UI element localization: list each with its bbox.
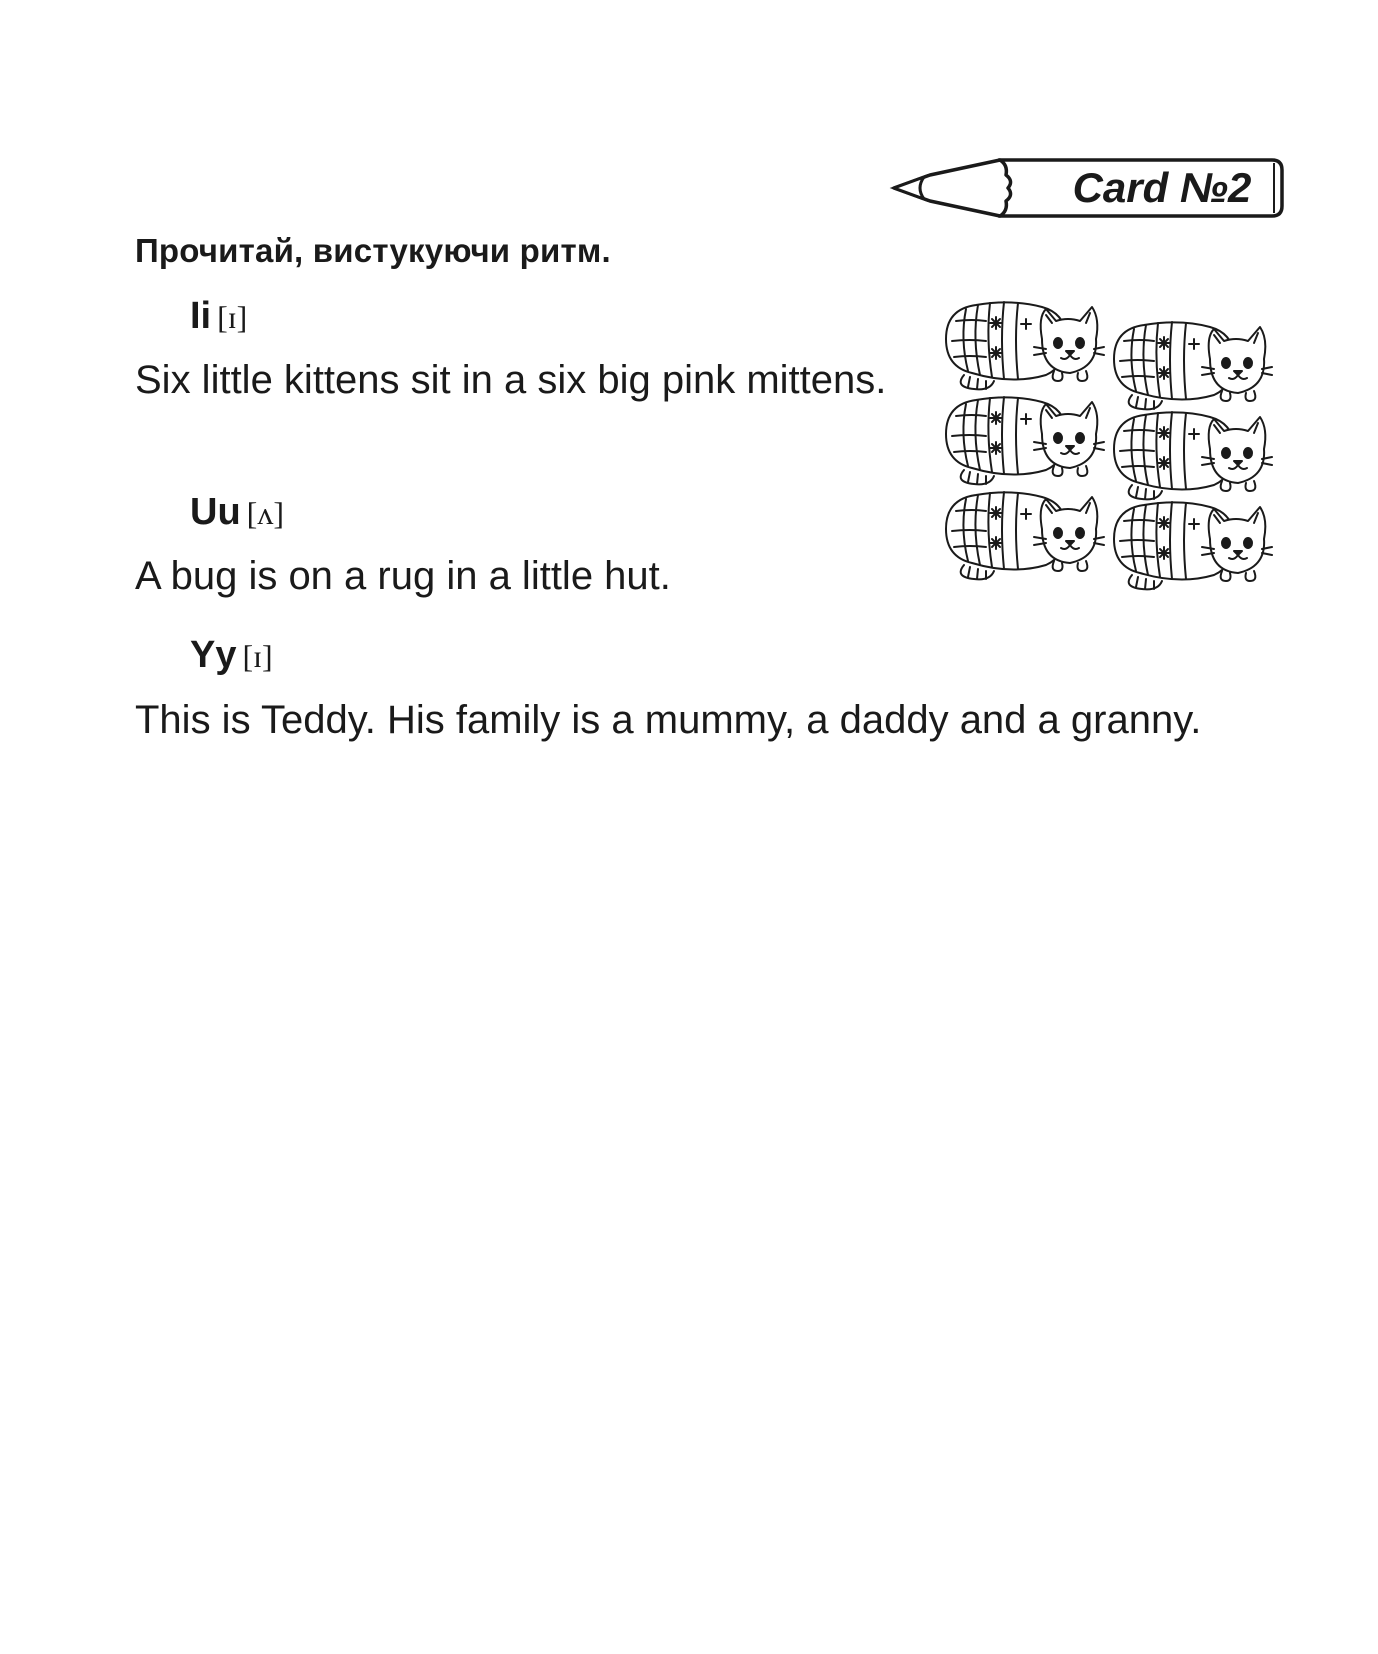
kitten-mitten-icon xyxy=(942,485,1106,581)
kitten-mitten-icon xyxy=(1110,405,1274,501)
kitten-mitten-icon xyxy=(942,390,1106,486)
kitten-mitten-icon xyxy=(1110,315,1274,411)
card-header-pencil xyxy=(890,155,1280,221)
sentence-i: Six little kittens sit in a six big pink mittens. xyxy=(135,358,887,402)
card-title: Card №2 xyxy=(1072,164,1252,211)
sentence-y: This is Teddy. His family is a mummy, a daddy and a granny. xyxy=(135,698,1202,742)
phonetic-symbol: [ɪ] xyxy=(217,299,248,335)
letter-label: Uu xyxy=(190,491,241,533)
letter-label: Ii xyxy=(190,295,212,337)
letter-heading-u xyxy=(190,491,284,534)
phonetic-symbol: [ɪ] xyxy=(242,638,273,674)
task-instruction: Прочитай, вистукуючи ритм. xyxy=(135,232,611,269)
kitten-mitten-icon xyxy=(1110,495,1274,591)
kitten-mitten-icon xyxy=(942,295,1106,391)
phonetic-symbol: [ʌ] xyxy=(246,495,284,531)
letter-label: Yy xyxy=(190,634,237,676)
kittens-in-mittens-illustration xyxy=(942,295,1278,591)
sentence-u: A bug is on a rug in a little hut. xyxy=(135,554,671,598)
letter-heading-i xyxy=(190,295,247,338)
letter-heading-y xyxy=(190,634,273,677)
